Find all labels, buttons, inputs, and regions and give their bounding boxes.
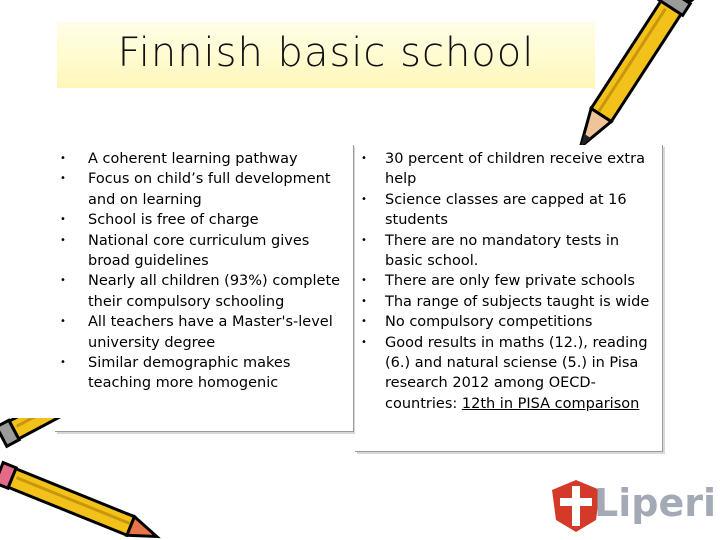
right-bullet-panel: [355, 145, 663, 452]
bullet-text: Similar demographic makes teaching more homogenic: [88, 355, 291, 392]
right-bullet-item-6: [355, 312, 662, 332]
right-bullet-item-7: [355, 333, 662, 415]
bullet-icon: •: [60, 357, 66, 369]
right-bullet-item-5: [355, 292, 662, 312]
bullet-icon: •: [361, 295, 367, 307]
bullet-text: Nearly all children (93%) complete their compulsory schooling: [88, 273, 341, 310]
bullet-icon: •: [60, 153, 66, 164]
left-bullet-list: [55, 149, 353, 394]
left-bullet-item-1: [55, 149, 353, 169]
bullet-icon: •: [361, 193, 367, 205]
slide-title: Finnish basic school: [117, 30, 535, 76]
bullet-icon: •: [60, 316, 66, 328]
bullet-icon: •: [361, 153, 367, 164]
bullet-text: All teachers have a Master's-level university degree: [88, 314, 333, 351]
logo-text: Liperi: [594, 481, 716, 525]
left-bullet-item-4: [55, 231, 353, 272]
crossed-pencils-icon: [0, 418, 175, 540]
bullet-icon: •: [361, 316, 367, 328]
pisa-comparison-link[interactable]: 12th in PISA comparison: [461, 395, 640, 412]
left-bullet-item-7: [55, 353, 353, 394]
bullet-text: National core curriculum gives broad guidelines: [88, 232, 310, 270]
bullet-text: Tha range of subjects taught is wide: [385, 293, 650, 310]
right-bullet-item-4: [355, 271, 662, 291]
bullet-text: There are no mandatory tests in basic school.: [385, 232, 620, 270]
bullet-text: School is free of charge: [88, 212, 259, 229]
right-bullet-list: [355, 149, 662, 414]
bullet-text: 30 percent of children receive extra help: [385, 151, 645, 188]
bullet-icon: •: [60, 234, 66, 246]
bullet-icon: •: [60, 173, 66, 185]
left-bullet-item-5: [55, 271, 353, 312]
bullet-icon: •: [60, 275, 66, 287]
right-bullet-item-1: [355, 149, 662, 190]
right-bullet-item-2: [355, 190, 662, 231]
left-bullet-item-2: [55, 169, 353, 210]
bullet-text: No compulsory competitions: [385, 314, 593, 331]
left-bullet-item-6: [55, 312, 353, 353]
bullet-icon: •: [361, 275, 367, 287]
left-bullet-panel: [55, 145, 354, 432]
bullet-text: Focus on child’s full development and on learning: [88, 171, 331, 208]
bullet-text: Good results in maths (12.), reading (6.) and natural sciense (5.) in Pisa research 2012 among OECD-countries:: [385, 334, 648, 412]
right-bullet-item-3: [355, 231, 662, 272]
bullet-icon: •: [60, 214, 66, 226]
bullet-icon: •: [361, 336, 367, 348]
bullet-text: There are only few private schools: [385, 273, 635, 290]
bullet-icon: •: [361, 234, 367, 246]
bullet-text: Science classes are capped at 16 students: [385, 191, 627, 229]
left-bullet-item-3: [55, 210, 353, 230]
bullet-text: A coherent learning pathway: [88, 151, 298, 167]
